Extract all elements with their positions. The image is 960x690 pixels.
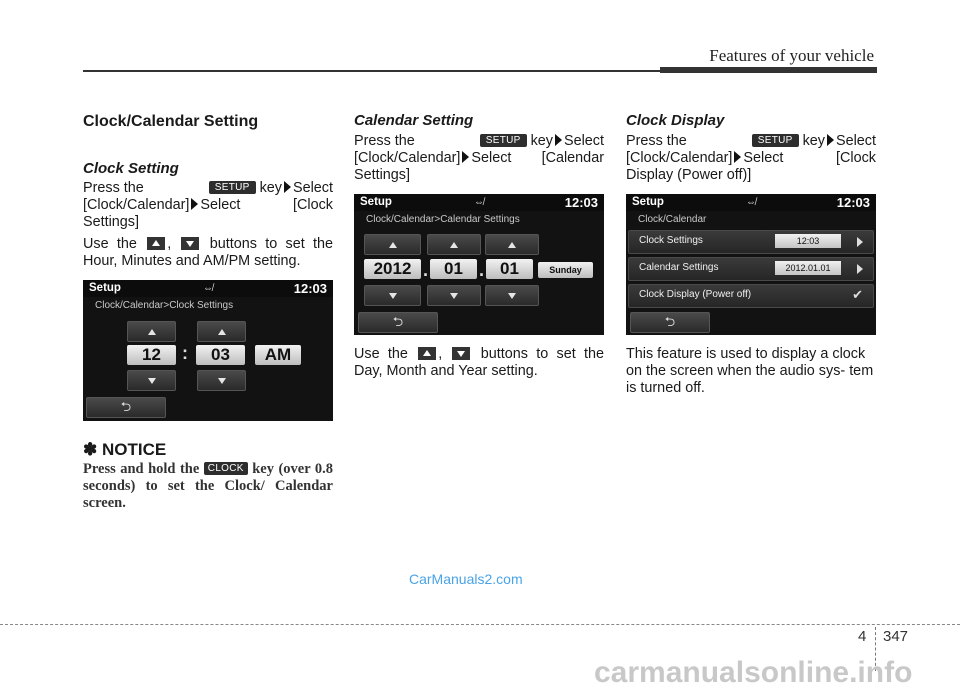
usb-icon: ⇎ bbox=[746, 197, 756, 208]
arrow-right-icon bbox=[462, 151, 469, 163]
checkmark-icon: ✔ bbox=[852, 287, 863, 302]
status-bar bbox=[354, 194, 604, 211]
screen-title: Setup bbox=[360, 196, 392, 208]
buttons-paragraph: Use the , buttons to set the Day, Month and Year setting. bbox=[354, 346, 605, 379]
notice-text: Press and hold the CLOCK key (over 0.8 seconds) to set the Clock/ Calendar screen. bbox=[83, 461, 334, 511]
back-button[interactable]: ⮌ bbox=[86, 397, 166, 418]
triangle-down-icon bbox=[148, 378, 156, 384]
chevron-right-icon bbox=[857, 237, 863, 247]
back-button[interactable]: ⮌ bbox=[630, 312, 710, 333]
header-rule-thick bbox=[660, 67, 877, 73]
day-up-button[interactable] bbox=[485, 234, 539, 255]
subheading-clock-display: Clock Display bbox=[626, 112, 725, 129]
weekday-label: Sunday bbox=[538, 262, 593, 278]
setup-key-badge: SETUP bbox=[752, 134, 799, 147]
time-separator: : bbox=[182, 343, 188, 363]
page-number: 347 bbox=[883, 628, 909, 645]
arrow-right-icon bbox=[555, 134, 562, 146]
day-down-button[interactable] bbox=[485, 285, 539, 306]
instruction-paragraph: Press the SETUP key Select [Clock/Calendar] Select [Clock Settings] bbox=[83, 180, 333, 230]
menu-row-clock-display[interactable]: Clock Display (Power off) ✔ bbox=[628, 284, 874, 308]
calendar-value: 2012.01.01 bbox=[775, 261, 841, 275]
month-up-button[interactable] bbox=[427, 234, 481, 255]
hour-down-button[interactable] bbox=[127, 370, 176, 391]
clock-key-badge: CLOCK bbox=[204, 462, 248, 475]
triangle-up-icon bbox=[450, 242, 458, 248]
triangle-up-icon bbox=[508, 242, 516, 248]
hour-up-button[interactable] bbox=[127, 321, 176, 342]
clock-calendar-screen bbox=[626, 194, 876, 335]
hour-value: 12 bbox=[127, 345, 176, 365]
screen-time: 12:03 bbox=[836, 195, 870, 210]
triangle-down-icon bbox=[389, 293, 397, 299]
screen-title: Setup bbox=[632, 196, 664, 208]
screen-title: Setup bbox=[89, 282, 121, 294]
date-dot: . bbox=[423, 260, 429, 280]
year-up-button[interactable] bbox=[364, 234, 421, 255]
screen-time: 12:03 bbox=[293, 281, 327, 296]
calendar-settings-screen bbox=[354, 194, 604, 335]
site-watermark: carmanualsonline.info bbox=[594, 656, 913, 689]
screen-breadcrumb: Clock/Calendar bbox=[638, 214, 707, 225]
status-bar bbox=[83, 280, 333, 297]
watermark-link[interactable]: CarManuals2.com bbox=[409, 571, 523, 587]
triangle-up-icon bbox=[389, 242, 397, 248]
chapter-number: 4 bbox=[858, 628, 867, 645]
menu-row-clock-settings[interactable]: Clock Settings 12:03 bbox=[628, 230, 874, 254]
usb-icon: ⇎ bbox=[474, 197, 484, 208]
buttons-paragraph: Use the , buttons to set the Hour, Minutes and AM/PM setting. bbox=[83, 236, 334, 269]
clock-value: 12:03 bbox=[775, 234, 841, 248]
instruction-paragraph: Press the SETUP key Select [Clock/Calendar] Select [Clock Display (Power off)] bbox=[626, 133, 876, 183]
minute-down-button[interactable] bbox=[197, 370, 246, 391]
chevron-right-icon bbox=[857, 264, 863, 274]
screen-breadcrumb: Clock/Calendar>Clock Settings bbox=[95, 300, 234, 311]
triangle-up-icon bbox=[218, 329, 226, 335]
menu-row-calendar-settings[interactable]: Calendar Settings 2012.01.01 bbox=[628, 257, 874, 281]
usb-icon: ⇎ bbox=[203, 283, 213, 294]
arrow-right-icon bbox=[284, 181, 291, 193]
arrow-right-icon bbox=[827, 134, 834, 146]
year-down-button[interactable] bbox=[364, 285, 421, 306]
arrow-right-icon bbox=[734, 151, 741, 163]
footer-rule bbox=[0, 624, 960, 625]
minute-value: 03 bbox=[196, 345, 245, 365]
day-value: 01 bbox=[486, 259, 533, 279]
subheading-clock-setting: Clock Setting bbox=[83, 160, 179, 177]
back-button[interactable]: ⮌ bbox=[358, 312, 438, 333]
instruction-paragraph: Press the SETUP key Select [Clock/Calendar] Select [Calendar Settings] bbox=[354, 133, 604, 183]
subheading-calendar-setting: Calendar Setting bbox=[354, 112, 474, 129]
date-dot: . bbox=[479, 260, 485, 280]
month-down-button[interactable] bbox=[427, 285, 481, 306]
arrow-right-icon bbox=[191, 198, 198, 210]
page-header-title: Features of your vehicle bbox=[709, 46, 874, 65]
month-value: 01 bbox=[430, 259, 477, 279]
down-button-icon bbox=[181, 237, 199, 250]
triangle-down-icon bbox=[508, 293, 516, 299]
header-rule bbox=[83, 70, 661, 72]
screen-time: 12:03 bbox=[564, 195, 598, 210]
triangle-up-icon bbox=[148, 329, 156, 335]
setup-key-badge: SETUP bbox=[209, 181, 256, 194]
year-value: 2012 bbox=[364, 259, 421, 279]
status-bar bbox=[626, 194, 876, 211]
clock-settings-screen bbox=[83, 280, 333, 421]
triangle-down-icon bbox=[450, 293, 458, 299]
notice-title: ✽ NOTICE bbox=[83, 440, 167, 459]
setup-key-badge: SETUP bbox=[480, 134, 527, 147]
section-heading: Clock/Calendar Setting bbox=[83, 113, 259, 130]
down-button-icon bbox=[452, 347, 470, 360]
up-button-icon bbox=[147, 237, 165, 250]
feature-description: This feature is used to display a clock on the screen when the audio sys- tem is turned off. bbox=[626, 346, 874, 396]
triangle-down-icon bbox=[218, 378, 226, 384]
up-button-icon bbox=[418, 347, 436, 360]
screen-breadcrumb: Clock/Calendar>Calendar Settings bbox=[366, 214, 520, 225]
ampm-toggle[interactable]: AM bbox=[255, 345, 301, 365]
minute-up-button[interactable] bbox=[197, 321, 246, 342]
